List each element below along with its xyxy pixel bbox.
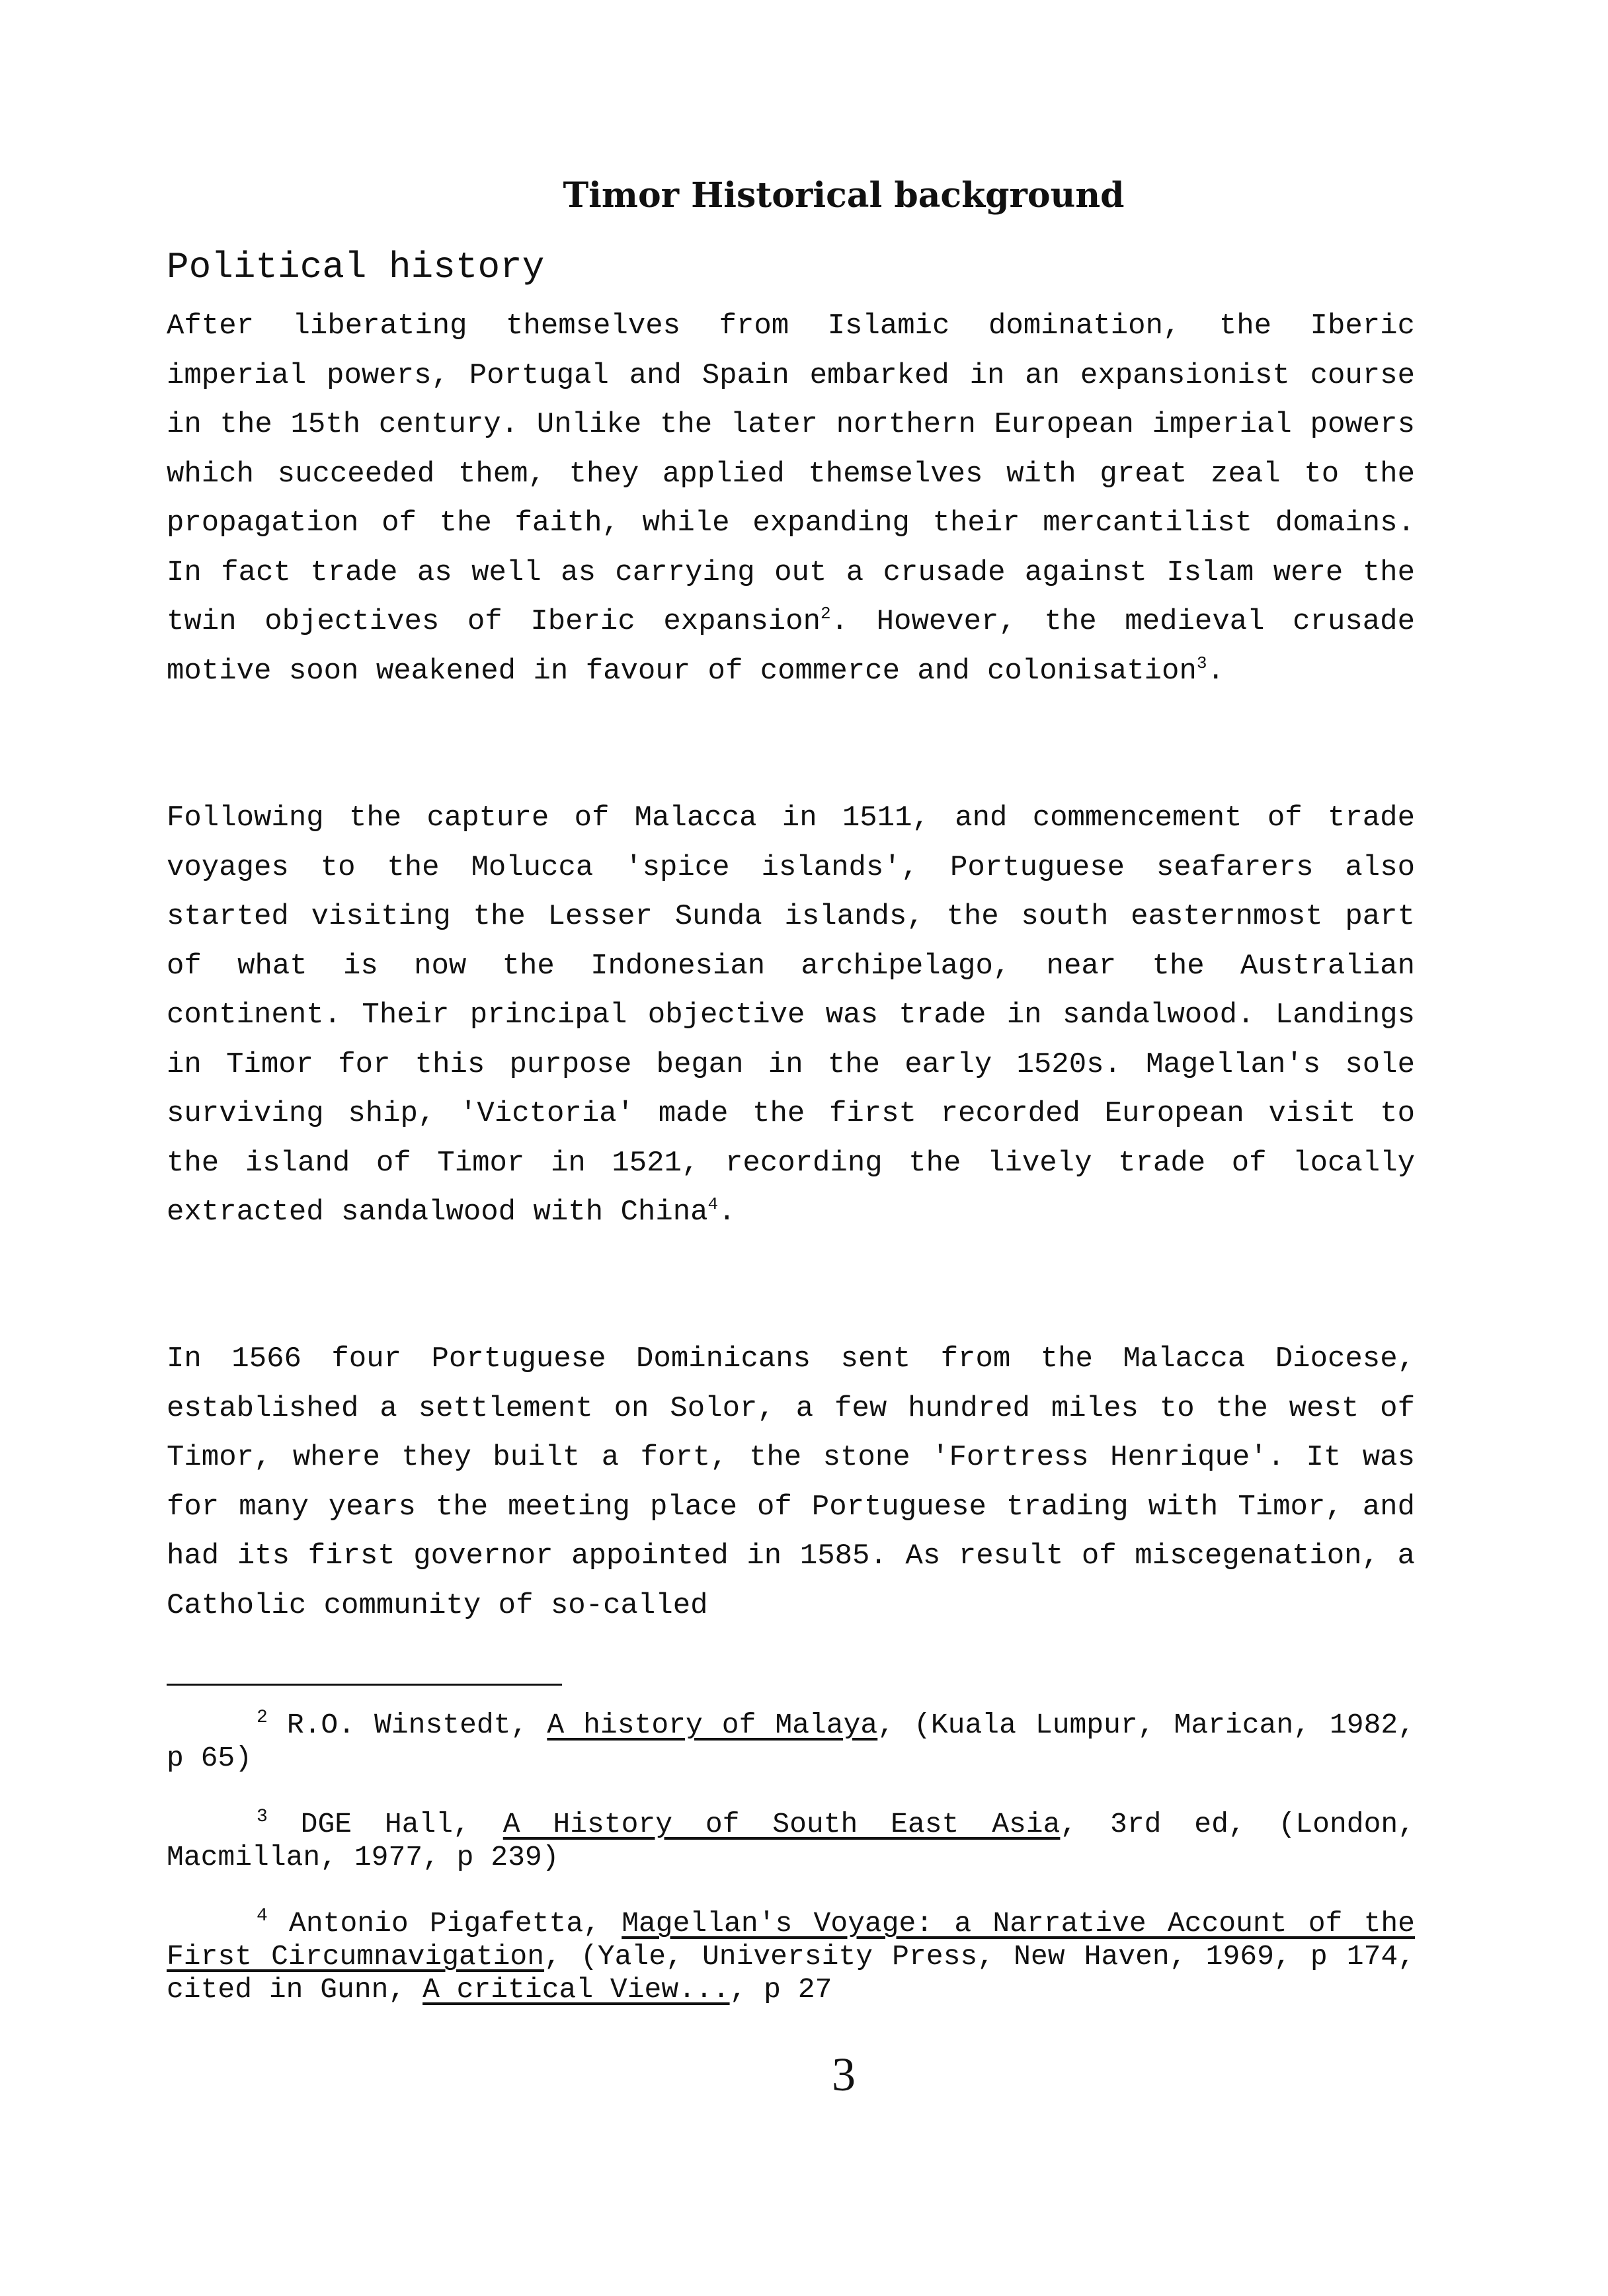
footnote-reference: 2 bbox=[821, 604, 831, 624]
section-heading: Political history bbox=[167, 246, 545, 288]
footnote-text: , 3rd ed, (London, Macmillan, 1977, p 239) bbox=[167, 1808, 1415, 1873]
paragraph-text: . bbox=[1207, 654, 1225, 688]
footnote bbox=[167, 1907, 1415, 2006]
footnote bbox=[167, 1808, 1415, 1874]
footnote-text: , (Kuala Lumpur, Marican, 1982, p 65) bbox=[167, 1709, 1416, 1774]
footnote-text: , (Yale, University Press, New Haven, 1969, p 174, cited in Gunn, bbox=[167, 1940, 1415, 2006]
paragraph-text: After liberating themselves from Islamic domination, the Iberic imperial powers, Portugal and Spain embarked in an expansionist course in the 15th century. Unlike the later northern European imperial powers which succeeded them, they applied themselves with great zeal to the propagation of the faith, while expanding their mercantilist domains. In fact trade as well as carrying out a crusade against Islam were the twin objectives of Iberic expansion bbox=[167, 309, 1415, 638]
paragraph bbox=[167, 302, 1415, 696]
paragraph-text: . bbox=[718, 1196, 736, 1229]
footnote-reference: 4 bbox=[707, 1194, 719, 1214]
cited-title: A critical View... bbox=[422, 1973, 730, 2006]
cited-title: A History of South East Asia bbox=[502, 1808, 1061, 1840]
paragraph-text: In 1566 four Portuguese Dominicans sent from the Malacca Diocese, established a settlement on Solor, a few hundred miles to the west of Timor, where they built a fort, the stone 'Fortress Henrique'. It was for many years the meeting place of Portuguese trading with Timor, and had its first governor appointed in 1585. As result of miscegenation, a Catholic community of so-called bbox=[167, 1342, 1415, 1622]
footnote-divider bbox=[167, 1684, 562, 1686]
paragraph-text: Following the capture of Malacca in 1511, and commencement of trade voyages to the Molucca 'spice islands', Portuguese seafarers also started visiting the Lesser Sunda islands, the south easternmost part of what is now the Indonesian archipelago, near the Australian continent. Their principal objective was trade in sandalwood. Landings in Timor for this purpose began in the early 1520s. Magellan's sole surviving ship, 'Victoria' made the first recorded European visit to the island of Timor in 1521, recording the lively trade of locally extracted sandalwood with China bbox=[167, 801, 1415, 1229]
page-title: Timor Historical background bbox=[563, 175, 1125, 216]
cited-title: A history of Malaya bbox=[547, 1709, 878, 1741]
footnote-text: DGE Hall, bbox=[267, 1808, 503, 1840]
footnote-marker: 4 bbox=[257, 1906, 268, 1926]
footnote-text: Antonio Pigafetta, bbox=[267, 1907, 622, 1940]
footnote-marker: 2 bbox=[257, 1707, 268, 1728]
paragraph bbox=[167, 1334, 1415, 1630]
footnote-reference: 3 bbox=[1196, 653, 1207, 673]
footnote-marker: 3 bbox=[257, 1807, 268, 1827]
footnote bbox=[167, 1709, 1415, 1775]
footnote-text: , p 27 bbox=[729, 1973, 832, 2006]
footnote-text: R.O. Winstedt, bbox=[267, 1709, 547, 1741]
paragraph-text: . However, the medieval crusade motive soon weakened in favour of commerce and colonisation bbox=[167, 605, 1415, 688]
page-number: 3 bbox=[832, 2048, 856, 2101]
paragraph bbox=[167, 794, 1415, 1237]
cited-title: Magellan's Voyage: a Narrative Account of the First Circumnavigation bbox=[167, 1907, 1415, 1973]
